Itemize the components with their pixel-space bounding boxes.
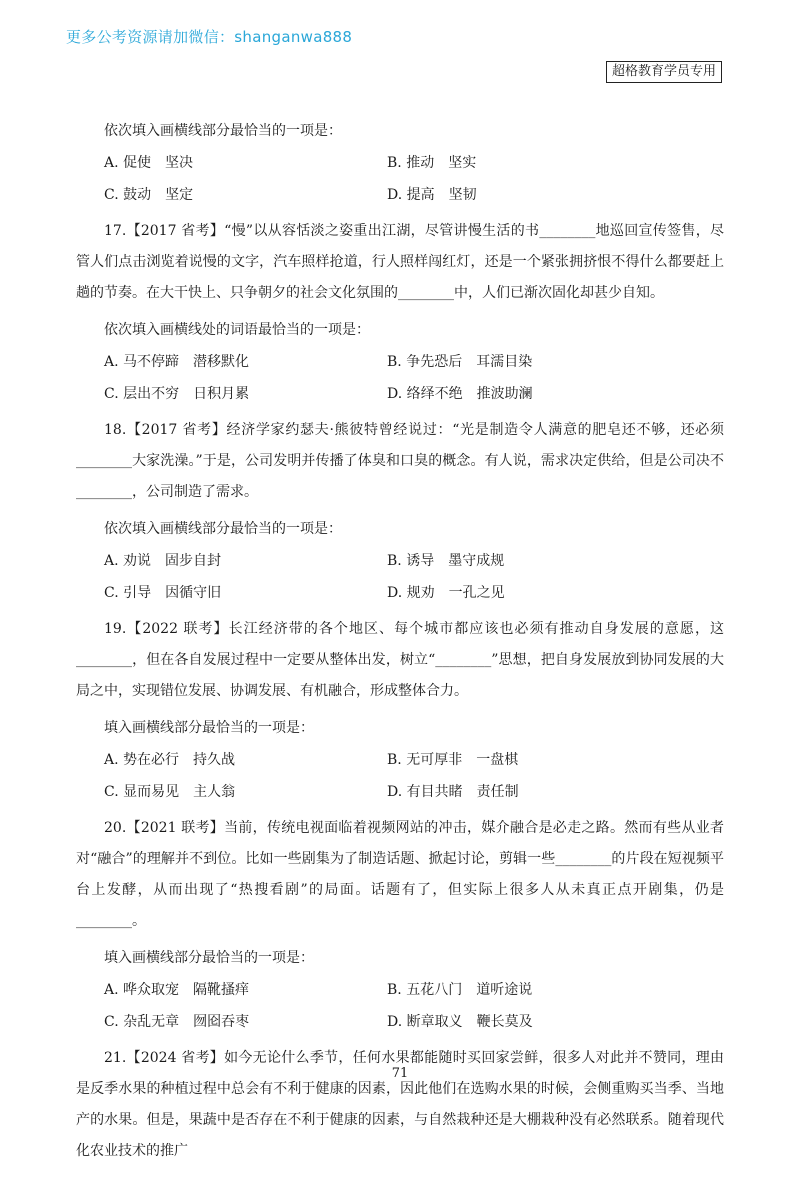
question-20-text: 20.【2021 联考】当前，传统电视面临着视频网站的冲击，媒介融合是必走之路。然而有些从业者对“融合”的理解并不到位。比如一些剧集为了制造话题、掀起讨论，剪辑一些________的片段在短视频平台上发酵，从而出现了“热搜看剧”的局面。话题有了，但实际上很多人从未真正点开剧集，仍是________。 — [76, 820, 724, 929]
options-row — [76, 749, 724, 771]
option-a: A. 促使 坚决 — [104, 155, 194, 171]
question-prompt: 依次填入画横线处的词语最恰当的一项是： — [104, 322, 370, 338]
option-b: B. 争先恐后 耳濡目染 — [387, 354, 533, 370]
option-a: A. 哗众取宠 隔靴搔痒 — [104, 982, 250, 998]
question-19-text: 19.【2022 联考】长江经济带的各个地区、每个城市都应该也必须有推动自身发展的意愿，这________，但在各自发展过程中一定要从整体出发，树立“________”思想，把自身发展放到协同发展的大局之中，实现错位发展、协调发展、有机融合，形成整体合力。 — [76, 621, 724, 699]
option-b: B. 诱导 墨守成规 — [387, 553, 505, 569]
question-prompt: 填入画横线部分最恰当的一项是： — [104, 950, 314, 966]
option-c: C. 引导 因循守旧 — [104, 585, 222, 601]
options-row — [76, 351, 724, 373]
question-21-text: 21.【2024 省考】如今无论什么季节，任何水果都能随时买回家尝鲜，很多人对此并不赞同，理由是反季水果的种植过程中总会有不利于健康的因素，因此他们在选购水果的时候，会侧重购买当季、当地产的水果。但是，果蔬中是否存在不利于健康的因素，与自然栽种还是大棚栽种没有必然联系。随着现代化农业技术的推广 — [76, 1050, 724, 1159]
option-a: A. 势在必行 持久战 — [104, 752, 236, 768]
question-prompt: 依次填入画横线部分最恰当的一项是： — [104, 123, 342, 139]
question-prompt: 填入画横线部分最恰当的一项是： — [104, 720, 314, 736]
question-18-text: 18.【2017 省考】经济学家约瑟夫·熊彼特曾经说过：“光是制造令人满意的肥皂还不够，还必须________大家洗澡。”于是，公司发明并传播了体臭和口臭的概念。有人说，需求决定供给，但是公司决不________，公司制造了需求。 — [76, 422, 724, 500]
options-row — [76, 152, 724, 174]
option-d: D. 有目共睹 责任制 — [387, 784, 519, 800]
option-d: D. 络绎不绝 推波助澜 — [387, 386, 533, 402]
page-content — [76, 120, 724, 1177]
page-number: 71 — [391, 1066, 409, 1081]
option-d: D. 规劝 一孔之见 — [387, 585, 505, 601]
question-17-text: 17.【2017 省考】“慢”以从容恬淡之姿重出江湖，尽管讲慢生活的书________地巡回宣传签售，尽管人们点击浏览着说慢的文字，汽车照样抢道，行人照样闯红灯，还是一个紧张拥挤恨不得什么都要赶上趟的节奏。在大干快上、只争朝夕的社会文化氛围的________中，人们已渐次固化却甚少自知。 — [76, 223, 724, 301]
watermark-contact: 更多公考资源请加微信：shanganwa888 — [66, 28, 353, 46]
option-a: A. 劝说 固步自封 — [104, 553, 222, 569]
options-row — [76, 184, 724, 206]
options-row — [76, 979, 724, 1001]
question-prompt: 依次填入画横线部分最恰当的一项是： — [104, 521, 342, 537]
option-d: D. 提高 坚韧 — [387, 187, 477, 203]
option-a: A. 马不停蹄 潜移默化 — [104, 354, 250, 370]
options-row — [76, 582, 724, 604]
option-c: C. 鼓动 坚定 — [104, 187, 194, 203]
option-b: B. 无可厚非 一盘棋 — [387, 752, 519, 768]
option-c: C. 杂乱无章 囫囵吞枣 — [104, 1014, 250, 1030]
options-row — [76, 1011, 724, 1033]
header-label: 超格教育学员专用 — [606, 61, 722, 83]
options-row — [76, 383, 724, 405]
option-d: D. 断章取义 鞭长莫及 — [387, 1014, 533, 1030]
option-c: C. 层出不穷 日积月累 — [104, 386, 250, 402]
option-b: B. 推动 坚实 — [387, 155, 477, 171]
option-b: B. 五花八门 道听途说 — [387, 982, 533, 998]
option-c: C. 显而易见 主人翁 — [104, 784, 236, 800]
options-row — [76, 550, 724, 572]
options-row — [76, 781, 724, 803]
